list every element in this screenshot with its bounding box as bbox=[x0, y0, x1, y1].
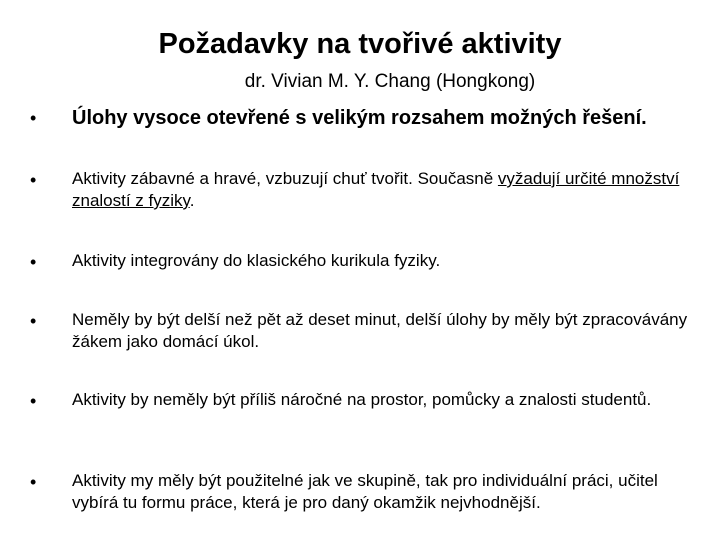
slide-subtitle: dr. Vivian M. Y. Chang (Hongkong) bbox=[244, 71, 536, 92]
bullet-item bbox=[30, 309, 700, 353]
bullet-item bbox=[30, 389, 700, 413]
bullet-text: Aktivity by neměly být příliš náročné na prostor, pomůcky a znalosti studentů. bbox=[72, 390, 652, 409]
bullet-text: Aktivity integrovány do klasického kurikula fyziky. bbox=[72, 251, 441, 270]
bullet-text-part: Aktivity zábavné a hravé, vzbuzují chuť tvořit. Současně bbox=[72, 169, 498, 188]
bullet-item bbox=[30, 168, 700, 212]
bullet-dot: • bbox=[30, 252, 37, 272]
bullet-text-underlined: vyžadují určité množství znalostí z fyziky bbox=[72, 169, 680, 210]
bullet-text: Aktivity my měly být použitelné jak ve skupině, tak pro individuální práci, učitel vybírá tu formu práce, která je pro daný okamžik nejvhodnější. bbox=[72, 471, 658, 512]
bullet-text-part: . bbox=[189, 191, 195, 210]
bullet-dot: • bbox=[30, 311, 37, 331]
bullet-text: Neměly by být delší než pět až deset minut, delší úlohy by měly být zpracovávány žákem jako domácí úkol. bbox=[72, 310, 688, 351]
bullet-dot: • bbox=[30, 391, 37, 411]
bullet-text: Úlohy vysoce otevřené s velikým rozsahem možných řešení. bbox=[72, 107, 647, 129]
bullet-item bbox=[30, 106, 700, 130]
bullet-dot: • bbox=[30, 472, 37, 492]
bullet-dot: • bbox=[30, 170, 37, 190]
bullet-text bbox=[72, 168, 700, 212]
bullet-item bbox=[30, 470, 700, 514]
bullet-item bbox=[30, 250, 700, 274]
slide-title: Požadavky na tvořivé aktivity bbox=[158, 28, 562, 60]
bullet-dot: • bbox=[30, 108, 37, 128]
